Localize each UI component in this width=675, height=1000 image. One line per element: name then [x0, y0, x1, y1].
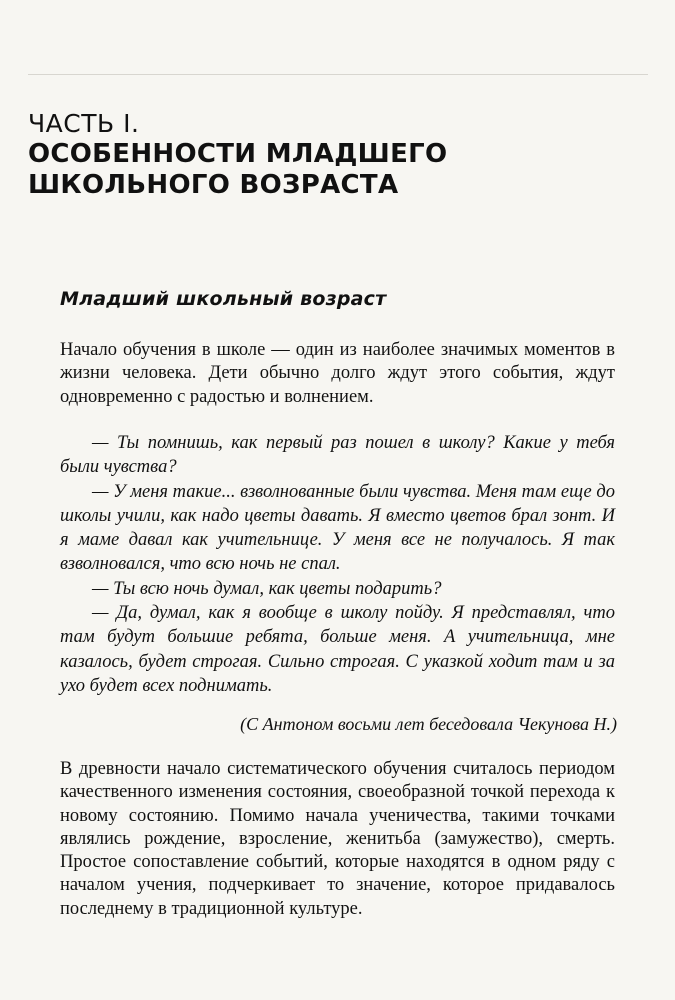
running-header-rule — [28, 52, 648, 75]
intro-paragraph: Начало обучения в школе — один из наиболее значимых моментов в жизни человека. Дети обычно долго ждут этого события, ждут одновременно с радостью и волнением. — [60, 340, 615, 407]
part-heading — [28, 108, 628, 201]
dialogue-line: — У меня такие... взволнованные были чувства. Меня там еще до школы учили, как надо цветы давать. Я вместо цветов брал зонт. И я маме давал как учительнице. У меня все не получалось. Я так взволновался, что всю ночь не спал. — [60, 481, 615, 575]
part-title-line-2: ШКОЛЬНОГО ВОЗРАСТА — [28, 170, 399, 200]
closing-paragraph: В древности начало систематического обучения считалось периодом качественного изменения состояния, своеобразной точкой перехода к новому состоянию. Помимо начала ученичества, такими точками являлись рождение, взросление, женитьба (замужество), смерть. Простое сопоставление событий, которые находятся в одном ряду с началом учения, подчеркивает то значение, которое придавалось последнему в традиционной культуре. — [60, 759, 615, 919]
dialogue-attribution: (С Антоном восьми лет беседовала Чекунова Н.) — [240, 714, 617, 734]
part-label: ЧАСТЬ I. — [28, 109, 140, 138]
dialogue-block — [60, 431, 615, 698]
section-title: Младший школьный возраст — [60, 288, 387, 310]
part-title-line-1: ОСОБЕННОСТИ МЛАДШЕГО — [28, 139, 448, 169]
dialogue-line: — Ты помнишь, как первый раз пошел в школу? Какие у тебя были чувства? — [60, 433, 615, 478]
dialogue-line: — Ты всю ночь думал, как цветы подарить? — [92, 578, 442, 599]
dialogue-line: — Да, думал, как я вообще в школу пойду. Я представлял, что там будут большие ребята, больше меня. А учительница, мне казалось, будет строгая. Сильно строгая. С указкой ходит там и за ухо будет всех поднимать. — [60, 603, 615, 696]
